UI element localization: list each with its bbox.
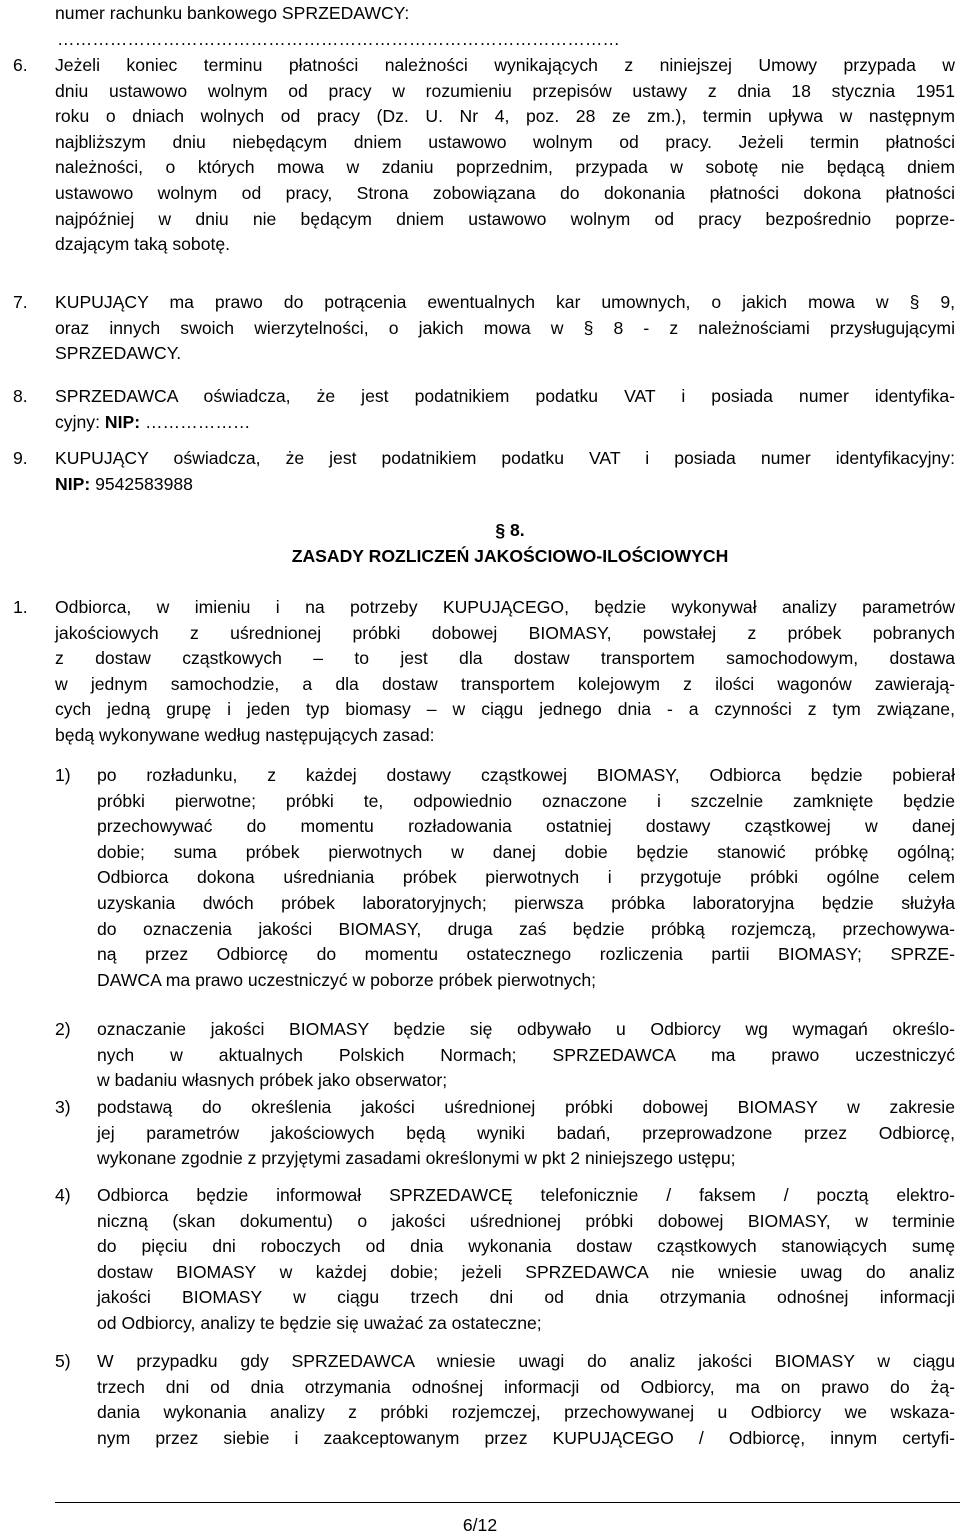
section-point-1 [13, 595, 955, 749]
list-item-2 [55, 1017, 955, 1094]
nip-value: 9542583988 [95, 473, 193, 494]
nip-dots: ……………… [144, 411, 251, 432]
text-line: od Odbiorcy, analizy te będzie się uważać za ostateczne; [97, 1312, 542, 1333]
list-item-number: 4) [55, 1185, 71, 1205]
text-line: dobie; suma próbek pierwotnych w danej dobie będzie stanowić próbkę ogólną; [97, 841, 955, 862]
text-line: DAWCA ma prawo uczestniczyć w poborze próbek pierwotnych; [97, 969, 597, 990]
text-line: wykonane zgodnie z przyjętymi zasadami określonymi w pkt 2 niniejszego ustępu; [97, 1148, 736, 1169]
text-line: ną przez Odbiorcę do momentu ostatecznego rozliczenia partii BIOMASY; SPRZE- [97, 944, 955, 965]
text-line: dniu ustawowo wolnym od pracy w rozumieniu przepisów ustawy z dnia 18 stycznia 1951 [55, 80, 955, 101]
text-line: podstawą do określenia jakości uśrednionej próbki dobowej BIOMASY w zakresie [97, 1097, 955, 1117]
text-line: najbliższym dniu niebędącym dniem ustawowo wolnym od pracy. Jeżeli termin płatności [55, 131, 955, 152]
text-line: Odbiorca będzie informował SPRZEDAWCĘ telefonicznie / faksem / pocztą elektro- [97, 1185, 955, 1205]
paragraph-number: 7. [13, 292, 28, 312]
text-line: dania wykonania analizy z próbki rozjemczej, przechowywanej u Odbiorcy we wskaza- [97, 1402, 955, 1423]
list-item-5 [55, 1349, 955, 1451]
text-line: nym przez siebie i zaakceptowanym przez KUPUJĄCEGO / Odbiorcę, innym certyfi- [97, 1427, 955, 1448]
bank-account-label: numer rachunku bankowego SPRZEDAWCY: [55, 3, 410, 23]
text-line: SPRZEDAWCY. [55, 343, 182, 364]
list-item-number: 5) [55, 1351, 71, 1371]
text-line: dostaw BIOMASY w każdej dobie; jeżeli SPRZEDAWCA nie wniesie uwag do analiz [97, 1261, 955, 1282]
text-line: Odbiorca dokona uśredniania próbek pierwotnych i przygotuje próbki ogólne celem [97, 867, 955, 888]
text-line: Jeżeli koniec terminu płatności należności wynikających z niniejszej Umowy przypada w [55, 55, 955, 75]
text-prefix: cyjny: [55, 411, 105, 432]
text-line: będą wykonywane według następujących zasad: [55, 724, 435, 745]
text-line: cych jedną grupę i jeden typ biomasy – w ciągu jednego dnia - a czynności z tym związane, [55, 699, 955, 720]
paragraph-number: 6. [13, 55, 28, 75]
bank-account-dots: …………………………………………………………………………………… [57, 29, 620, 49]
text-line: KUPUJĄCY oświadcza, że jest podatnikiem podatku VAT i posiada numer identyfikacyjny: [55, 448, 955, 468]
text-line: nych w aktualnych Polskich Normach; SPRZEDAWCA ma prawo uczestniczyć [97, 1044, 955, 1065]
text-line: oznaczanie jakości BIOMASY będzie się odbywało u Odbiorcy wg wymagań określo- [97, 1019, 955, 1039]
text-line: do pięciu dni roboczych od dnia wykonania dostaw cząstkowych stanowiących sumę [97, 1236, 955, 1257]
paragraph-9 [13, 446, 955, 497]
text-line: po rozładunku, z każdej dostawy cząstkowej BIOMASY, Odbiorca będzie pobierał [97, 765, 955, 785]
paragraph-6 [13, 53, 955, 258]
list-item-number: 3) [55, 1097, 71, 1117]
text-line: próbki pierwotne; próbki te, odpowiednio oznaczone i szczelnie zamknięte będzie [97, 790, 955, 811]
text-line: należności, o których mowa w zdaniu poprzednim, przypada w sobotę nie będącą dniem [55, 157, 955, 178]
text-line: ustawowo wolnym od pracy, Strona zobowiązana do dokonania płatności dokona płatności [55, 182, 955, 203]
text-line [55, 472, 955, 498]
text-line [55, 410, 955, 436]
footer-divider [55, 1502, 960, 1503]
text-line: jakościowych z uśrednionej próbki dobowej BIOMASY, powstałej z próbek pobranych [55, 622, 955, 643]
text-line: do oznaczenia jakości BIOMASY, druga zaś będzie próbką rozjemczą, przechowywa- [97, 918, 955, 939]
page-number: 6/12 [462, 1515, 498, 1535]
section-number: § 8. [495, 520, 525, 540]
text-line: dzającym taką sobotę. [55, 234, 231, 255]
section-title: ZASADY ROZLICZEŃ JAKOŚCIOWO-ILOŚCIOWYCH [291, 546, 729, 566]
text-line: roku o dniach wolnych od pracy (Dz. U. Nr 4, poz. 28 ze zm.), termin upływa w następnym [55, 106, 955, 127]
paragraph-8 [13, 384, 955, 435]
paragraph-number: 1. [13, 597, 28, 617]
text-line: niczną (skan dokumentu) o jakości uśrednionej próbki dobowej BIOMASY, w terminie [97, 1210, 955, 1231]
text-line: przechowywać do momentu rozładowania ostatniej dostawy cząstkowej w danej [97, 816, 955, 837]
text-line: KUPUJĄCY ma prawo do potrącenia ewentualnych kar umownych, o jakich mowa w § 9, [55, 292, 955, 312]
text-line: najpóźniej w dniu nie będącym dniem ustawowo wolnym od pracy bezpośrednio poprze- [55, 208, 955, 229]
text-line: Odbiorca, w imieniu i na potrzeby KUPUJĄCEGO, będzie wykonywał analizy parametrów [55, 597, 955, 617]
paragraph-number: 8. [13, 386, 28, 406]
paragraph-number: 9. [13, 448, 28, 468]
nip-label: NIP: [55, 473, 96, 494]
text-line: jakości BIOMASY w ciągu trzech dni od dnia otrzymania odnośnej informacji [97, 1287, 955, 1308]
text-line: trzech dni od dnia otrzymania odnośnej informacji od Odbiorcy, ma on prawo do żą- [97, 1376, 955, 1397]
text-line: uzyskania dwóch próbek laboratoryjnych; pierwsza próbka laboratoryjna będzie służyła [97, 892, 955, 913]
nip-label: NIP: [104, 411, 145, 432]
text-line: W przypadku gdy SPRZEDAWCA wniesie uwagi do analiz jakości BIOMASY w ciągu [97, 1351, 955, 1371]
text-line: oraz innych swoich wierzytelności, o jakich mowa w § 8 - z należnościami przysługującymi [55, 317, 955, 338]
list-item-1 [55, 763, 955, 993]
list-item-4 [55, 1183, 955, 1337]
text-line: jej parametrów jakościowych będą wyniki badań, przeprowadzone przez Odbiorcę, [97, 1122, 955, 1143]
text-line: SPRZEDAWCA oświadcza, że jest podatnikiem podatku VAT i posiada numer identyfika- [55, 386, 955, 406]
list-item-number: 1) [55, 765, 71, 785]
text-line: z dostaw cząstkowych – to jest dla dostaw transportem samochodowym, dostawa [55, 648, 955, 669]
list-item-3 [55, 1095, 955, 1172]
paragraph-7 [13, 290, 955, 367]
text-line: w badaniu własnych próbek jako obserwator; [97, 1070, 448, 1091]
list-item-number: 2) [55, 1019, 71, 1039]
text-line: w jednym samochodzie, a dla dostaw transportem kolejowym z ilości wagonów zawierają- [55, 673, 955, 694]
